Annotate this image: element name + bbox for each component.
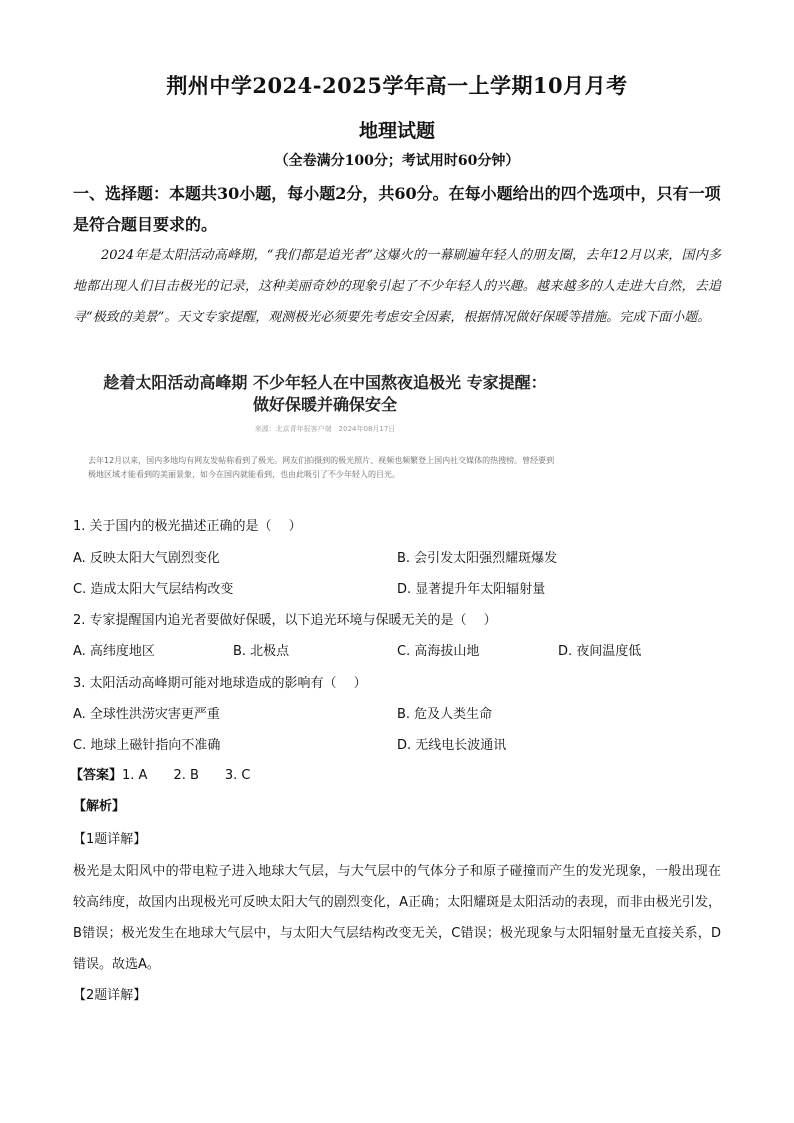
question-1-option-a: A. 反映太阳大气剧烈变化: [73, 551, 220, 566]
section-heading: 一、选择题：本题共30小题，每小题2分，共60分。在每小题给出的四个选项中，只有一项是符合题目要求的。: [73, 184, 721, 234]
question-1-option-c: C. 造成太阳大气层结构改变: [73, 582, 234, 597]
news-screenshot: [88, 372, 562, 492]
question-3-option-d: D. 无线电长波通讯: [397, 738, 507, 753]
question-3-option-a: A. 全球性洪涝灾害更严重: [73, 707, 220, 722]
question-1-option-d: D. 显著提升年太阳辐射量: [397, 582, 546, 597]
detail-2-label: 【2题详解】: [73, 988, 147, 1003]
exam-note: （全卷满分100分；考试用时60分钟）: [274, 153, 520, 169]
answer-line: [70, 764, 251, 783]
question-2-option-d: D. 夜间温度低: [558, 644, 642, 659]
question-1-stem: 1. 关于国内的极光描述正确的是（ ）: [73, 519, 302, 534]
detail-1-label: 【1题详解】: [73, 832, 147, 847]
exam-title: 荆州中学2024-2025学年高一上学期10月月考: [166, 73, 628, 98]
question-2-stem: 2. 专家提醒国内追光者要做好保暖，以下追光环境与保暖无关的是（ ）: [73, 613, 497, 628]
news-meta: 来源：北京青年报客户端 2024年08月17日: [254, 425, 396, 433]
question-3-stem: 3. 太阳活动高峰期可能对地球造成的影响有（ ）: [73, 676, 367, 691]
answer-label: 【答案】: [70, 768, 123, 783]
reading-passage: 2024年是太阳活动高峰期，“我们都是追光者”这爆火的一幕刷遍年轻人的朋友圈，去年12月以来，国内多地都出现人们目击极光的记录，这种美丽奇妙的现象引起了不少年轻人的兴趣。越来越多的人走进大自然，去追寻“极致的美景”。天文专家提醒，观测极光必须要先考虑安全因素，根据情况做好保暖等措施。完成下面小题。: [73, 248, 721, 325]
news-headline-line2: 做好保暖并确保安全: [252, 395, 397, 414]
answer-text: 1. A 2. B 3. C: [122, 768, 251, 783]
question-2-option-a: A. 高纬度地区: [73, 644, 155, 659]
question-3-option-c: C. 地球上磁针指向不准确: [73, 738, 221, 753]
question-3-option-b: B. 危及人类生命: [397, 707, 493, 722]
analysis-label: 【解析】: [73, 799, 126, 814]
question-2-option-b: B. 北极点: [233, 644, 290, 659]
exam-subject: 地理试题: [358, 120, 435, 142]
question-2-option-c: C. 高海拔山地: [397, 644, 480, 659]
detail-1-text: 极光是太阳风中的带电粒子进入地球大气层，与大气层中的气体分子和原子碰撞而产生的发光现象，一般出现在较高纬度，故国内出现极光可反映太阳大气的剧烈变化，A正确；太阳耀斑是太阳活动的表现，而非由极光引发，B错误；极光发生在地球大气层中，与太阳大气层结构改变无关，C错误；极光现象与太阳辐射量无直接关系，D错误。故选A。: [73, 864, 721, 972]
news-body: 去年12月以来，国内多地均有网友发帖称看到了极光。网友们拍摄到的极光照片、视频也频繁登上国内社交媒体的热搜榜。曾经要到极地区域才能看到的美丽景象，如今在国内就能看到，也由此吸引了不少年轻人的目光。: [88, 456, 555, 479]
question-1-option-b: B. 会引发太阳强烈耀斑爆发: [397, 551, 558, 566]
news-headline-line1: 趁着太阳活动高峰期 不少年轻人在中国熬夜追极光 专家提醒：: [103, 373, 547, 392]
